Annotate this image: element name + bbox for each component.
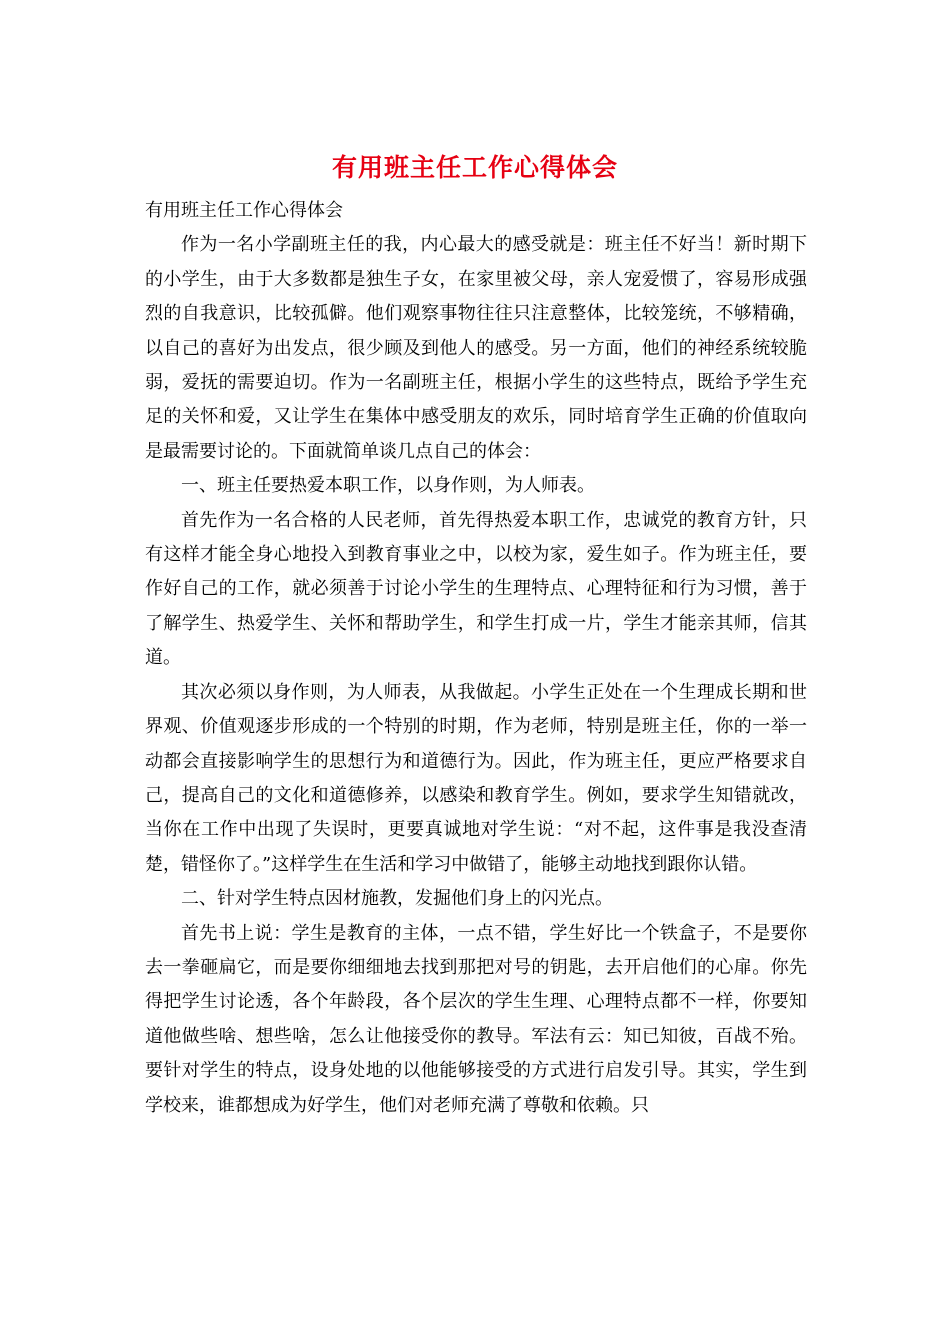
section-heading: 一、班主任要热爱本职工作，以身作则，为人师表。 bbox=[181, 475, 595, 497]
document-body bbox=[145, 194, 807, 1123]
paragraph: 首先书上说：学生是教育的主体，一点不错，学生好比一个铁盒子，不是要你去一拳砸扁它，而是要你细细地去找到那把对号的钥匙，去开启他们的心扉。你先得把学生讨论透，各个年龄段，各个层次的学生生理、心理特点都不一样，你要知道他做些啥、想些啥，怎么让他接受你的教导。军法有云：知已知彼，百战不殆。要针对学生的特点，设身处地的以他能够接受的方式进行启发引导。其实，学生到学校来，谁都想成为好学生，他们对老师充满了尊敬和依赖。只 bbox=[145, 922, 807, 1116]
document-title: 有用班主任工作心得体会 bbox=[331, 153, 618, 182]
document-subtitle: 有用班主任工作心得体会 bbox=[145, 200, 343, 221]
paragraph: 首先作为一名合格的人民老师，首先得热爱本职工作，忠诚党的教育方针，只有这样才能全身心地投入到教育事业之中，以校为家，爱生如子。作为班主任，要作好自己的工作，就必须善于讨论小学生的生理特点、心理特征和行为习惯，善于了解学生、热爱学生、关怀和帮助学生，和学生打成一片，学生才能亲其师，信其道。 bbox=[145, 509, 807, 669]
paragraph: 其次必须以身作则，为人师表，从我做起。小学生正处在一个生理成长期和世界观、价值观逐步形成的一个特别的时期，作为老师，特别是班主任，你的一举一动都会直接影响学生的思想行为和道德行为。因此，作为班主任，更应严格要求自己，提高自己的文化和道德修养，以感染和教育学生。例如，要求学生知错就改，当你在工作中出现了失误时，更要真诚地对学生说：“对不起，这件事是我没查清楚，错怪你了。”这样学生在生活和学习中做错了，能够主动地找到跟你认错。 bbox=[145, 681, 807, 875]
paragraph: 作为一名小学副班主任的我，内心最大的感受就是：班主任不好当！新时期下的小学生，由于大多数都是独生子女，在家里被父母，亲人宠爱惯了，容易形成强烈的自我意识，比较孤僻。他们观察事物往往只注意整体，比较笼统，不够精确，以自己的喜好为出发点，很少顾及到他人的感受。另一方面，他们的神经系统较脆弱，爱抚的需要迫切。作为一名副班主任，根据小学生的这些特点，既给予学生充足的关怀和爱，又让学生在集体中感受朋友的欢乐，同时培育学生正确的价值取向是最需要讨论的。下面就简单谈几点自己的体会： bbox=[145, 234, 807, 462]
section-heading: 二、针对学生特点因材施教，发掘他们身上的闪光点。 bbox=[181, 888, 613, 910]
